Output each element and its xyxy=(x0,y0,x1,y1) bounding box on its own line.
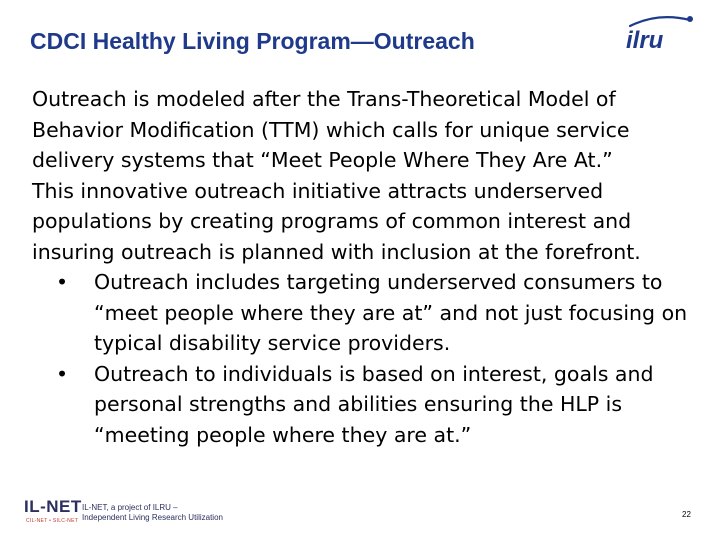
bullet-text: Outreach includes targeting underserved consumers to “meet people where they are at” and not just focusing on typical disability service providers. xyxy=(94,270,688,355)
bullet-item xyxy=(32,267,708,359)
bullet-icon: • xyxy=(56,270,69,294)
body-paragraph: This innovative outreach initiative attracts underserved populations by creating programs of common interest and insuring outreach is planned with inclusion at the forefront. xyxy=(32,178,641,264)
bullet-icon: • xyxy=(56,361,69,386)
footer-tagline: IL-NET, a project of ILRU – xyxy=(82,503,178,512)
page-number: 22 xyxy=(682,510,691,519)
footer-tagline: Independent Living Research Utilization xyxy=(82,513,223,522)
bullet-text: Outreach to individuals is based on interest, goals and personal strengths and abilities ensuring the HLP is “meeting people where they are at.” xyxy=(94,361,654,447)
body-paragraph: Outreach is modeled after the Trans-Theoretical Model of Behavior Modification (TTM) which calls for unique service delivery systems that “Meet People Where They Are At.” xyxy=(32,87,630,172)
il-net-footer-logo xyxy=(24,497,244,529)
slide-body xyxy=(32,84,708,450)
footer-subbrand: CIL-NET • SILC-NET xyxy=(26,518,79,524)
il-net-logo-icon: IL-NET xyxy=(24,497,82,516)
ilru-logo-icon xyxy=(622,10,694,56)
bullet-list xyxy=(32,267,708,450)
slide-title: CDCI Healthy Living Program—Outreach xyxy=(30,28,475,54)
bullet-item xyxy=(32,359,708,451)
ilru-logo-text: ilru xyxy=(626,27,664,54)
